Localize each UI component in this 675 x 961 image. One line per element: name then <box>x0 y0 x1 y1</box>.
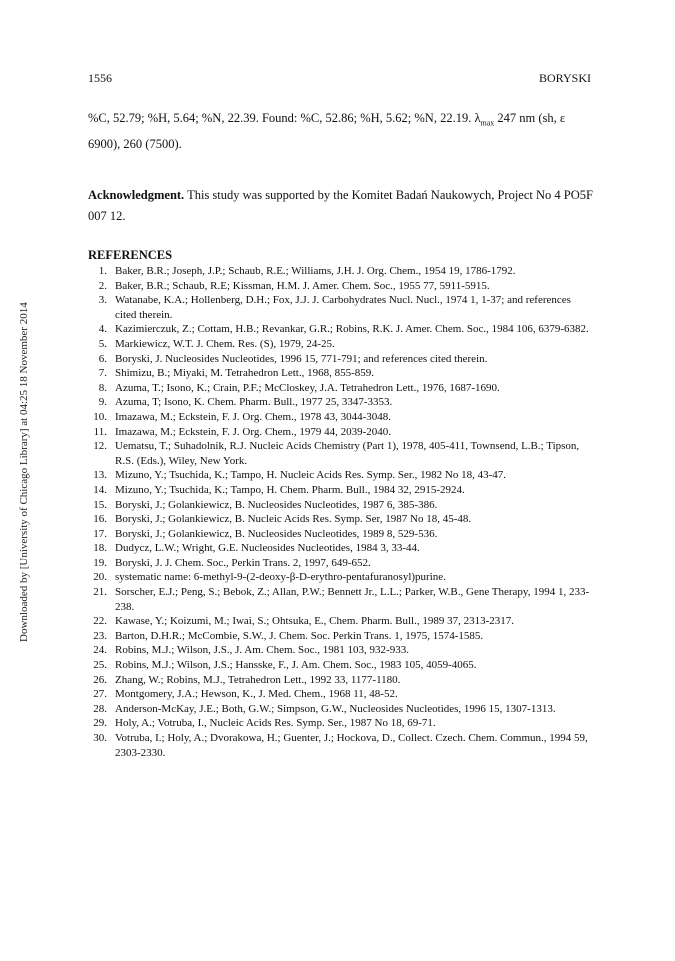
reference-item <box>88 541 594 556</box>
reference-number: 15. <box>93 498 107 511</box>
reference-item <box>88 366 594 381</box>
analysis-text-end: 247 nm (sh, ε 6900), 260 (7500). <box>88 111 566 151</box>
reference-number: 24. <box>93 644 107 657</box>
reference-text: Sorscher, E.J.; Peng, S.; Bebok, Z.; Allan, P.W.; Bennett Jr., L.L.; Parker, W.B., Gene Therapy, 1994 1, 233-238. <box>115 586 590 613</box>
reference-number: 3. <box>98 294 107 307</box>
page-number: 1556 <box>88 71 112 85</box>
reference-text: Dudycz, L.W.; Wright, G.E. Nucleosides Nucleotides, 1984 3, 33-44. <box>115 542 420 555</box>
reference-item <box>88 570 594 585</box>
reference-item <box>88 498 594 513</box>
reference-text: Mizuno, Y.; Tsuchida, K.; Tampo, H. Nucleic Acids Res. Symp. Ser., 1982 No 18, 43-47. <box>115 469 506 482</box>
reference-number: 1. <box>98 265 107 277</box>
reference-text: Boryski, J. J. Chem. Soc., Perkin Trans. 2, 1997, 649-652. <box>115 556 371 569</box>
reference-text: Kazimierczuk, Z.; Cottam, H.B.; Revankar, G.R.; Robins, R.K. J. Amer. Chem. Soc., 1984 106, 6379-6382. <box>115 323 589 336</box>
reference-item <box>88 702 594 717</box>
acknowledgment-text: This study was supported by the Komitet Badań Naukowych, Project No 4 PO5F 007 12. <box>88 188 593 223</box>
reference-item <box>88 293 594 322</box>
reference-text: systematic name: 6-methyl-9-(2-deoxy-β-D-erythro-pentafuranosyl)purine. <box>115 571 446 584</box>
reference-number: 2. <box>98 279 107 292</box>
reference-item <box>88 629 594 644</box>
reference-text: Barton, D.H.R.; McCombie, S.W., J. Chem. Soc. Perkin Trans. 1, 1975, 1574-1585. <box>115 629 484 642</box>
reference-number: 11. <box>93 425 107 438</box>
reference-number: 22. <box>93 615 107 628</box>
reference-item <box>88 381 594 396</box>
reference-number: 4. <box>98 323 107 336</box>
analysis-text: %C, 52.79; %H, 5.64; %N, 22.39. Found: %C, 52.86; %H, 5.62; %N, 22.19. λ <box>88 111 481 125</box>
reference-text: Robins, M.J.; Wilson, J.S., J. Am. Chem. Soc., 1981 103, 932-933. <box>115 644 409 657</box>
reference-item <box>88 527 594 542</box>
reference-text: Baker, B.R.; Joseph, J.P.; Schaub, R.E.; Williams, J.H. J. Org. Chem., 1954 19, 1786-1792. <box>115 265 516 277</box>
reference-number: 30. <box>93 732 107 744</box>
reference-number: 8. <box>98 381 107 394</box>
acknowledgment-title: Acknowledgment. <box>88 188 185 202</box>
reference-item <box>88 410 594 425</box>
reference-item <box>88 687 594 702</box>
reference-number: 20. <box>93 571 107 584</box>
reference-item <box>88 512 594 527</box>
reference-item <box>88 556 594 571</box>
reference-text: Watanabe, K.A.; Hollenberg, D.H.; Fox, J.J. J. Carbohydrates Nucl. Nucl., 1974 1, 1-37; and references cited therein. <box>115 294 571 321</box>
reference-text: Mizuno, Y.; Tsuchida, K.; Tampo, H. Chem. Pharm. Bull., 1984 32, 2915-2924. <box>115 483 465 496</box>
reference-item <box>88 279 594 294</box>
reference-item <box>88 322 594 337</box>
reference-item <box>88 352 594 367</box>
reference-number: 19. <box>93 556 107 569</box>
reference-text: Uematsu, T.; Suhadolnik, R.J. Nucleic Acids Chemistry (Part 1), 1978, 405-411, Townsend, L.B.; Tipson, R.S. (Eds.), Wiley, New York. <box>115 440 580 467</box>
reference-item <box>88 643 594 658</box>
analysis-subscript: max <box>480 118 495 128</box>
reference-number: 6. <box>98 352 107 365</box>
reference-text: Imazawa, M.; Eckstein, F. J. Org. Chem., 1978 43, 3044-3048. <box>115 410 392 423</box>
reference-item <box>88 468 594 483</box>
reference-text: Anderson-McKay, J.E.; Both, G.W.; Simpson, G.W., Nucleosides Nucleotides, 1996 15, 1307-1313. <box>115 702 556 715</box>
reference-text: Kawase, Y.; Koizumi, M.; Iwai, S.; Ohtsuka, E., Chem. Pharm. Bull., 1989 37, 2313-2317. <box>115 615 515 628</box>
reference-number: 21. <box>93 586 107 599</box>
reference-number: 25. <box>93 659 107 672</box>
reference-text: Baker, B.R.; Schaub, R.E; Kissman, H.M. J. Amer. Chem. Soc., 1955 77, 5911-5915. <box>115 279 490 292</box>
reference-item <box>88 337 594 352</box>
reference-number: 26. <box>93 673 107 686</box>
reference-number: 7. <box>98 367 107 380</box>
elemental-analysis <box>88 108 594 155</box>
reference-text: Robins, M.J.; Wilson, J.S.; Hansske, F., J. Am. Chem. Soc., 1983 105, 4059-4065. <box>115 659 477 672</box>
reference-number: 28. <box>93 702 107 715</box>
reference-number: 16. <box>93 513 107 526</box>
reference-text: Zhang, W.; Robins, M.J., Tetrahedron Lett., 1992 33, 1177-1180. <box>115 673 401 686</box>
reference-number: 12. <box>93 440 107 453</box>
references-heading: REFERENCES <box>88 248 173 262</box>
reference-number: 29. <box>93 717 107 730</box>
reference-number: 14. <box>93 483 107 496</box>
reference-item <box>88 483 594 498</box>
reference-text: Holy, A.; Votruba, I., Nucleic Acids Res. Symp. Ser., 1987 No 18, 69-71. <box>115 717 436 730</box>
reference-number: 23. <box>93 629 107 642</box>
reference-item <box>88 716 594 731</box>
download-watermark: Downloaded by [University of Chicago Library] at 04:25 18 November 2014 <box>18 302 30 642</box>
reference-text: Boryski, J.; Golankiewicz, B. Nucleosides Nucleotides, 1989 8, 529-536. <box>115 527 438 540</box>
reference-number: 13. <box>93 469 107 482</box>
reference-text: Boryski, J.; Golankiewicz, B. Nucleic Acids Res. Symp. Ser, 1987 No 18, 45-48. <box>115 513 472 526</box>
reference-item <box>88 673 594 688</box>
reference-text: Azuma, T; Isono, K. Chem. Pharm. Bull., 1977 25, 3347-3353. <box>115 396 393 409</box>
reference-number: 17. <box>93 527 107 540</box>
reference-item <box>88 731 594 760</box>
acknowledgment <box>88 185 594 227</box>
reference-text: Shimizu, B.; Miyaki, M. Tetrahedron Lett., 1968, 855-859. <box>115 367 375 380</box>
reference-text: Montgomery, J.A.; Hewson, K., J. Med. Chem., 1968 11, 48-52. <box>115 688 398 701</box>
reference-number: 5. <box>98 337 107 350</box>
reference-number: 27. <box>93 688 107 701</box>
reference-item <box>88 658 594 673</box>
reference-text: Boryski, J. Nucleosides Nucleotides, 1996 15, 771-791; and references cited therein. <box>115 352 488 365</box>
reference-text: Imazawa, M.; Eckstein, F. J. Org. Chem., 1979 44, 2039-2040. <box>115 425 392 438</box>
reference-item <box>88 425 594 440</box>
reference-text: Azuma, T.; Isono, K.; Crain, P.F.; McCloskey, J.A. Tetrahedron Lett., 1976, 1687-1690. <box>115 381 500 394</box>
reference-item <box>88 585 594 614</box>
reference-number: 18. <box>93 542 107 555</box>
reference-text: Boryski, J.; Golankiewicz, B. Nucleosides Nucleotides, 1987 6, 385-386. <box>115 498 438 511</box>
references-list <box>88 264 594 760</box>
reference-text: Markiewicz, W.T. J. Chem. Res. (S), 1979, 24-25. <box>115 337 335 350</box>
reference-item <box>88 264 594 279</box>
reference-item <box>88 395 594 410</box>
reference-item <box>88 439 594 468</box>
reference-text: Votruba, I.; Holy, A.; Dvorakowa, H.; Guenter, J.; Hockova, D., Collect. Czech. Chem. Commun., 1994 59, 2303-2330. <box>115 732 588 759</box>
reference-number: 9. <box>98 396 107 409</box>
reference-item <box>88 614 594 629</box>
reference-number: 10. <box>93 410 107 423</box>
running-head: BORYSKI <box>538 71 591 85</box>
